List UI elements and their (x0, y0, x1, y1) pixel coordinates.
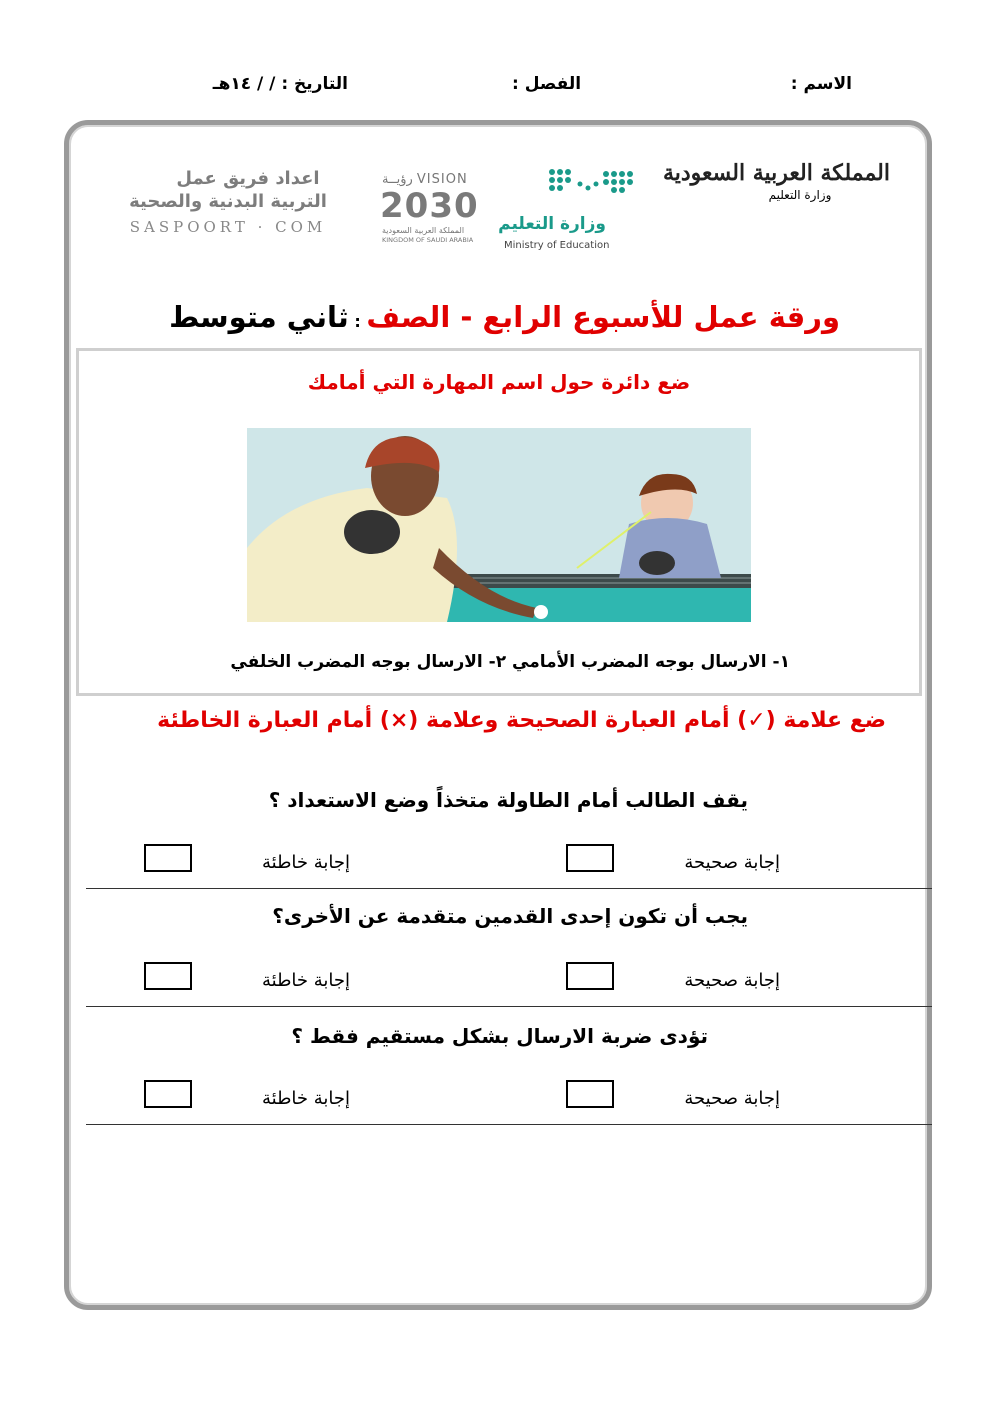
kingdom-title: المملكة العربية السعودية (662, 160, 890, 186)
question-1: يقف الطالب أمام الطاولة متخذاً وضع الاستعداد ؟ (268, 788, 748, 812)
name-field-label: الاسم : (790, 74, 852, 94)
title-week: ورقة عمل للأسبوع الرابع (482, 300, 840, 334)
worksheet-title (160, 300, 840, 344)
vision-arabic: المملكة العربية السعودية (382, 226, 465, 235)
kingdom-ministry: وزارة التعليم (768, 188, 832, 202)
title-dash: - (450, 300, 483, 334)
q1-true-label: إجابة صحيحة (684, 852, 780, 873)
section1-options: ١- الارسال بوجه المضرب الأمامي ٢- الارسال بوجه المضرب الخلفي (230, 652, 790, 672)
separator-2 (86, 1006, 932, 1007)
table-tennis-illustration (247, 428, 751, 622)
saspoort-team-logo (108, 168, 348, 258)
separator-3 (86, 1124, 932, 1125)
moe-english-name: Ministry of Education (504, 240, 610, 251)
kingdom-logo (662, 160, 890, 230)
q3-true-box[interactable] (566, 1080, 614, 1108)
q3-false-label: إجابة خاطئة (261, 1088, 350, 1109)
q1-false-label: إجابة خاطئة (261, 852, 350, 873)
q3-true-label: إجابة صحيحة (684, 1088, 780, 1109)
date-field-label: التاريخ : / / ١٤هـ (212, 74, 348, 94)
moe-dots-icon (544, 164, 644, 198)
question-2: يجب أن تكون إحدى القدمين متقدمة عن الأخرى؟ (272, 904, 748, 928)
q1-false-box[interactable] (144, 844, 192, 872)
title-grade-value: ثاني متوسط (169, 300, 349, 334)
class-field-label: الفصل : (512, 74, 582, 94)
moe-logo (500, 164, 650, 259)
q2-false-label: إجابة خاطئة (261, 970, 350, 991)
q1-true-box[interactable] (566, 844, 614, 872)
section1-instruction: ضع دائرة حول اسم المهارة التي أمامك (307, 370, 691, 394)
vision-year: 2030 (380, 186, 479, 226)
title-colon: : (348, 312, 367, 331)
section2-instruction: ضع علامة (✓) أمام العبارة الصحيحة وعلامة (×) أمام العبارة الخاطئة (157, 708, 886, 733)
title-grade-label: الصف (366, 300, 451, 334)
q2-false-box[interactable] (144, 962, 192, 990)
q3-false-box[interactable] (144, 1080, 192, 1108)
vision-top-text: رؤيــة VISION (382, 172, 468, 187)
q2-true-box[interactable] (566, 962, 614, 990)
q2-true-label: إجابة صحيحة (684, 970, 780, 991)
vision-english: KINGDOM OF SAUDI ARABIA (382, 236, 474, 244)
vision-2030-logo (378, 172, 498, 252)
question-3: تؤدى ضربة الارسال بشكل مستقيم فقط ؟ (291, 1024, 708, 1048)
team-line-1: اعداد فريق عمل (176, 168, 320, 189)
separator-1 (86, 888, 932, 889)
moe-arabic-name: وزارة التعليم (498, 214, 606, 234)
team-site: SASPOORT · COM (129, 218, 327, 236)
team-line-2: التربية البدنية والصحية (129, 191, 327, 212)
